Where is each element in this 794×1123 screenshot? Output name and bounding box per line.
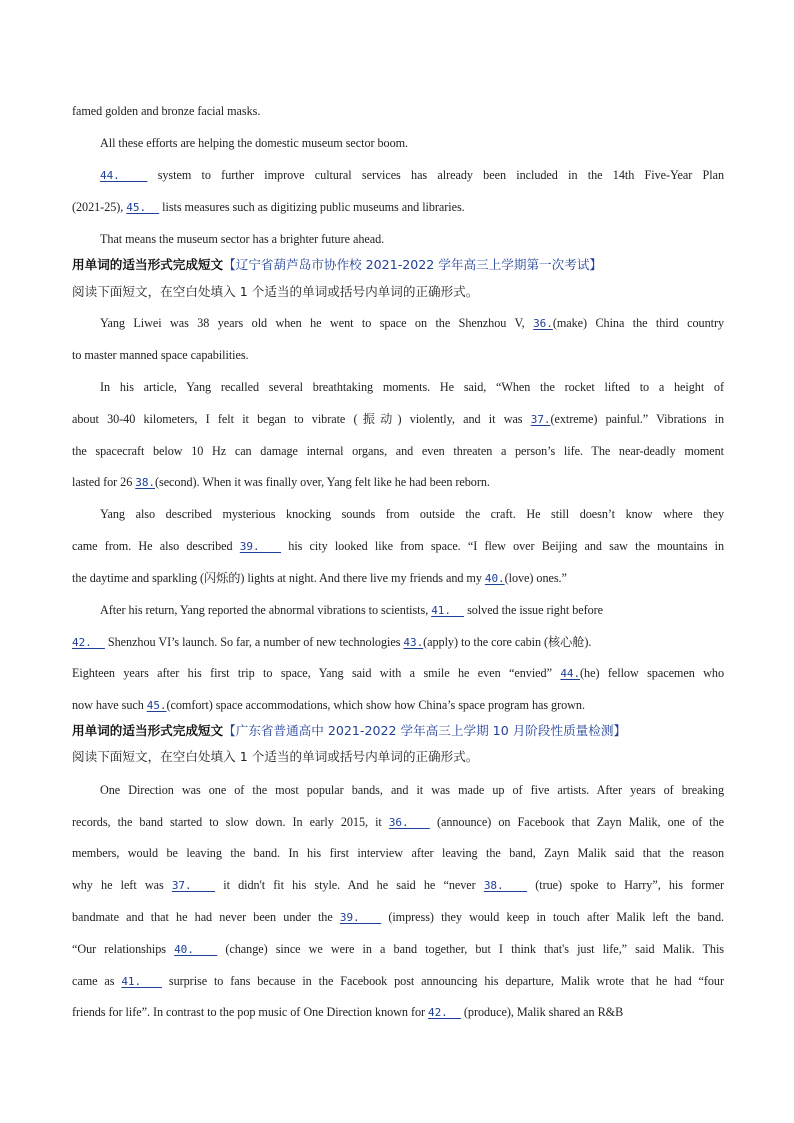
blank-42[interactable]: 42. bbox=[72, 636, 105, 649]
text-line: records, the band started to slow down. In early 2015, it 36. (announce) on Facebook that Zayn Malik, one of the bbox=[72, 815, 724, 829]
text-line: Eighteen years after his first trip to space, Yang said with a smile he even “envied” 44.(he) fellow spacemen who bbox=[72, 666, 724, 680]
section-header: 用单词的适当形式完成短文【辽宁省葫芦岛市协作校 2021-2022 学年高三上学期第一次考试】 bbox=[72, 257, 603, 272]
text-line: now have such 45.(comfort) space accommodations, which show how China’s space program has grown. bbox=[72, 698, 585, 712]
text-line: 42. Shenzhou VI’s launch. So far, a number of new technologies 43.(apply) to the core cabin (核心舱). bbox=[72, 635, 592, 649]
text-line: came from. He also described 39. his city looked like from space. “I flew over Beijing and saw the mountains in bbox=[72, 539, 724, 553]
source-label: 【广东省普通高中 2021-2022 学年高三上学期 10 月阶段性质量检测】 bbox=[223, 723, 627, 738]
blank-40[interactable]: 40. bbox=[484, 572, 505, 585]
text-line: “Our relationships 40. (change) since we were in a band together, but I think that's just life,” said Malik. This bbox=[72, 942, 724, 956]
blank-42[interactable]: 42. bbox=[428, 1006, 461, 1019]
blank-36[interactable]: 36. bbox=[388, 816, 430, 829]
text-line: famed golden and bronze facial masks. bbox=[72, 104, 261, 118]
blank-39[interactable]: 39. bbox=[339, 911, 382, 924]
text-line: 44. system to further improve cultural services has already been included in the 14th Five-Year Plan bbox=[100, 168, 724, 182]
section-header: 用单词的适当形式完成短文【广东省普通高中 2021-2022 学年高三上学期 10 月阶段性质量检测】 bbox=[72, 723, 627, 738]
blank-44[interactable]: 44. bbox=[560, 667, 581, 680]
instruction-text: 阅读下面短文，在空白处填入 1 个适当的单词或括号内单词的正确形式。 bbox=[72, 749, 479, 764]
blank-40[interactable]: 40. bbox=[174, 943, 218, 956]
text-line: That means the museum sector has a brighter future ahead. bbox=[100, 232, 385, 246]
source-label: 【辽宁省葫芦岛市协作校 2021-2022 学年高三上学期第一次考试】 bbox=[223, 257, 603, 272]
blank-37[interactable]: 37. bbox=[530, 413, 551, 426]
text-line: about 30-40 kilometers, I felt it began to vibrate (振动) violently, and it was 37.(extreme) painful.” Vibrations in bbox=[72, 412, 725, 426]
instruction-text: 阅读下面短文，在空白处填入 1 个适当的单词或括号内单词的正确形式。 bbox=[72, 284, 479, 299]
blank-39[interactable]: 39. bbox=[239, 540, 282, 553]
text-line: One Direction was one of the most popular bands, and it was made up of five artists. After years of breaking bbox=[100, 783, 724, 797]
text-line: the spacecraft below 10 Hz can damage internal organs, and even threaten a person’s life. The near-deadly moment bbox=[72, 444, 724, 458]
blank-43[interactable]: 43. bbox=[403, 636, 424, 649]
blank-45[interactable]: 45. bbox=[126, 201, 160, 214]
text-line: All these efforts are helping the domestic museum sector boom. bbox=[100, 136, 409, 150]
blank-44[interactable]: 44. bbox=[100, 169, 148, 182]
blank-41[interactable]: 41. bbox=[431, 604, 465, 617]
text-line: lasted for 26 38.(second). When it was finally over, Yang felt like he had been reborn. bbox=[72, 475, 490, 489]
blank-38[interactable]: 38. bbox=[135, 476, 155, 489]
blank-36[interactable]: 36. bbox=[533, 317, 553, 330]
text-line: came as 41. surprise to fans because in the Facebook post announcing his departure, Malik wrote that he had “four bbox=[72, 974, 724, 988]
text-line: After his return, Yang reported the abnormal vibrations to scientists, 41. solved the issue right before bbox=[100, 603, 604, 617]
blank-45[interactable]: 45. bbox=[146, 699, 167, 712]
text-line: Yang also described mysterious knocking sounds from outside the craft. He still doesn’t know where they bbox=[100, 507, 724, 521]
text-line: (2021-25), 45. lists measures such as digitizing public museums and libraries. bbox=[72, 200, 465, 214]
text-line: bandmate and that he had never been under the 39. (impress) they would keep in touch after Malik left the band. bbox=[72, 910, 724, 924]
text-line: In his article, Yang recalled several breathtaking moments. He said, “When the rocket lifted to a height of bbox=[100, 380, 724, 394]
blank-41[interactable]: 41. bbox=[121, 975, 162, 988]
text-line: friends for life”. In contrast to the pop music of One Direction known for 42. (produce), Malik shared an R&B bbox=[72, 1005, 624, 1019]
text-line: to master manned space capabilities. bbox=[72, 348, 249, 362]
text-line: the daytime and sparkling (闪烁的) lights at night. And there live my friends and my 40.(love) ones.” bbox=[72, 571, 567, 585]
text-line: Yang Liwei was 38 years old when he went to space on the Shenzhou V, 36.(make) China the third country bbox=[100, 316, 725, 330]
text-line: why he left was 37. it didn't fit his style. And he said he “never 38. (true) spoke to Harry”, his former bbox=[72, 878, 724, 892]
blank-38[interactable]: 38. bbox=[483, 879, 528, 892]
blank-37[interactable]: 37. bbox=[171, 879, 216, 892]
text-line: members, would be leaving the band. In his first interview after leaving the band, Zayn Malik said that the reason bbox=[72, 846, 724, 860]
